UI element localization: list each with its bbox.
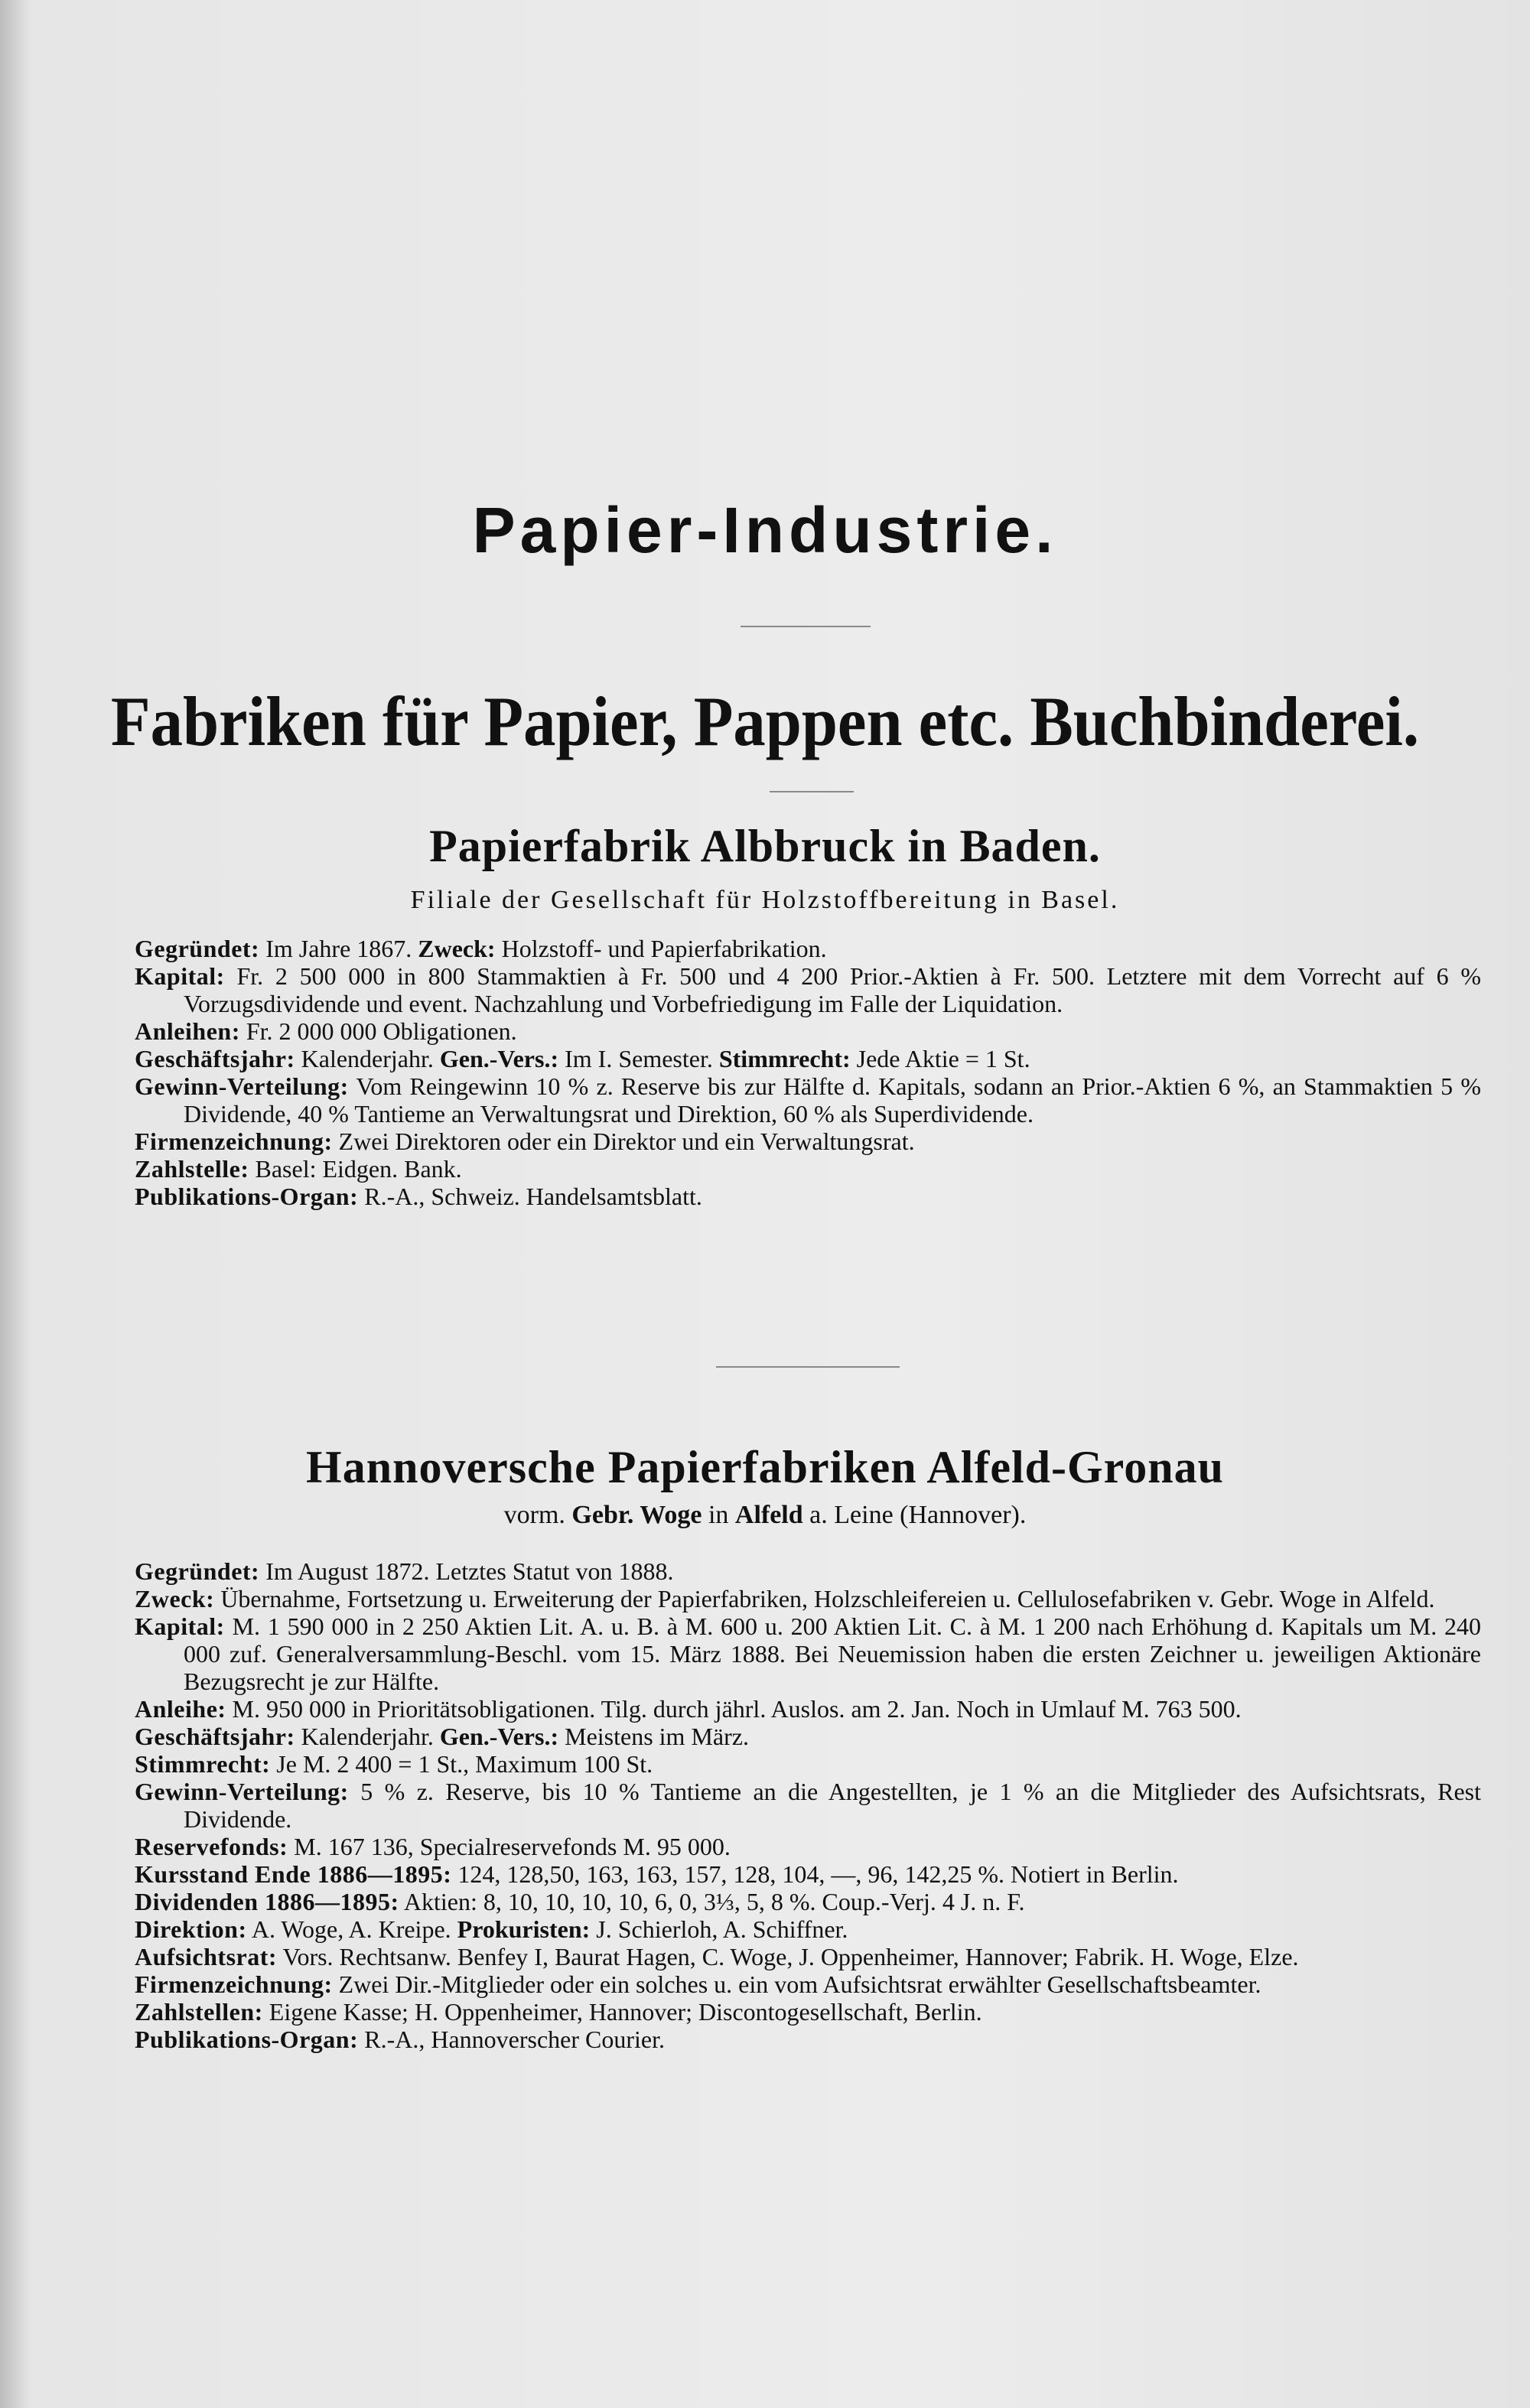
entry-text: Zwei Dir.-Mitglieder oder ein solches u. ein vom Aufsichtsrat erwählter Gesellschaftsbeamter. xyxy=(332,1970,1261,1998)
company-title: Hannoversche Papierfabriken Alfeld-Gronau xyxy=(306,1442,1224,1492)
entry-label: Firmenzeichnung: xyxy=(135,1970,333,1998)
company-entries xyxy=(135,935,1481,1210)
entry-kursstand xyxy=(135,1860,1481,1888)
entry-reservefonds xyxy=(135,1833,1481,1860)
entry-label: Stimmrecht: xyxy=(718,1045,851,1072)
entry-stimmrecht xyxy=(135,1750,1481,1778)
entry-firmenzeichnung xyxy=(135,1970,1481,1998)
entry-label: Zweck: xyxy=(135,1585,215,1612)
entry-text: 5 % z. Reserve, bis 10 % Tantieme an die Angestellten, je 1 % an die Mitglieder des Aufsichtsrats, Rest Dividende. xyxy=(184,1778,1481,1833)
entry-label: Anleihe: xyxy=(135,1695,226,1723)
entry-label: Reservefonds: xyxy=(135,1833,288,1860)
entry-label: Gen.-Vers.: xyxy=(439,1723,559,1750)
entry-label: Kapital: xyxy=(135,1612,225,1640)
entry-zahlstelle xyxy=(135,1155,1481,1183)
subtitle-place: Alfeld xyxy=(734,1501,803,1529)
entry-kapital xyxy=(135,962,1481,1017)
entry-label: Gen.-Vers.: xyxy=(439,1045,559,1072)
entry-gegruendet xyxy=(135,1557,1481,1585)
company-entries xyxy=(135,1557,1481,2053)
company-title: Papierfabrik Albbruck in Baden. xyxy=(429,821,1101,871)
entry-dividenden xyxy=(135,1888,1481,1915)
entry-text: Kalenderjahr. xyxy=(295,1723,440,1750)
subtitle-firm: Gebr. Woge xyxy=(571,1501,702,1529)
entry-text: Je M. 2 400 = 1 St., Maximum 100 St. xyxy=(270,1750,653,1778)
entry-text: Basel: Eidgen. Bank. xyxy=(249,1155,462,1183)
entry-text: Kalenderjahr. xyxy=(295,1045,440,1072)
entry-label: Anleihen: xyxy=(135,1017,240,1045)
entry-text: Meistens im März. xyxy=(558,1723,749,1750)
entry-zahlstellen xyxy=(135,1998,1481,2026)
entry-label: Stimmrecht: xyxy=(135,1750,271,1778)
entry-label: Direktion: xyxy=(135,1915,247,1943)
entry-label: Gewinn-Verteilung: xyxy=(135,1072,349,1100)
entry-publikations-organ xyxy=(135,2026,1481,2053)
entry-aufsichtsrat xyxy=(135,1943,1481,1970)
entry-label: Kapital: xyxy=(135,962,225,990)
entry-label: Gegründet: xyxy=(135,935,260,962)
entry-label: Dividenden 1886—1895: xyxy=(135,1888,399,1915)
divider xyxy=(770,791,854,792)
entry-text: R.-A., Schweiz. Handelsamtsblatt. xyxy=(358,1183,702,1210)
entry-text: Aktien: 8, 10, 10, 10, 10, 6, 0, 3⅓, 5, 8 %. Coup.-Verj. 4 J. n. F. xyxy=(399,1888,1025,1915)
entry-text: M. 167 136, Specialreservefonds M. 95 000. xyxy=(288,1833,731,1860)
entry-kapital xyxy=(135,1612,1481,1695)
entry-anleihe xyxy=(135,1695,1481,1723)
entry-text: Zwei Direktoren oder ein Direktor und ein Verwaltungsrat. xyxy=(332,1128,915,1155)
entry-label: Gewinn-Verteilung: xyxy=(135,1778,349,1805)
entry-publikations-organ xyxy=(135,1183,1481,1210)
entry-label: Geschäftsjahr: xyxy=(135,1723,295,1750)
entry-text: Vors. Rechtsanw. Benfey I, Baurat Hagen, C. Woge, J. Oppenheimer, Hannover; Fabrik. H. Woge, Elze. xyxy=(277,1943,1299,1970)
subtitle-text: a. Leine (Hannover). xyxy=(802,1501,1027,1529)
entry-label: Firmenzeichnung: xyxy=(135,1128,333,1155)
entry-anleihen xyxy=(135,1017,1481,1045)
entry-geschaeftsjahr xyxy=(135,1723,1481,1750)
entry-label: Zahlstellen: xyxy=(135,1998,263,2026)
company-subtitle xyxy=(0,1501,1530,1530)
entry-gewinn-verteilung xyxy=(135,1778,1481,1833)
entry-text: A. Woge, A. Kreipe. xyxy=(246,1915,457,1943)
entry-label: Publikations-Organ: xyxy=(135,1183,359,1210)
entry-text: M. 1 590 000 in 2 250 Aktien Lit. A. u. B. à M. 600 u. 200 Aktien Lit. C. à M. 1 200 nach Erhöhung d. Kapitals um M. 240 000 zuf. Generalversammlung-Beschl. vom 15. März 1888. Bei Neuemission haben die ersten Zeichner u. jeweiligen Aktionäre Bezugsrecht je zur Hälfte. xyxy=(184,1612,1481,1695)
entry-label: Gegründet: xyxy=(135,1557,260,1585)
entry-text: Fr. 2 000 000 Obligationen. xyxy=(239,1017,517,1045)
entry-label: Publikations-Organ: xyxy=(135,2026,359,2053)
entry-label: Kursstand Ende 1886—1895: xyxy=(135,1860,452,1888)
entry-firmenzeichnung xyxy=(135,1128,1481,1155)
entry-text: Im Jahre 1867. xyxy=(259,935,418,962)
company-subtitle: Filiale der Gesellschaft für Holzstoffbereitung in Basel. xyxy=(410,886,1120,914)
entry-zweck xyxy=(135,1585,1481,1612)
entry-label: Zweck: xyxy=(418,935,496,962)
entry-text: J. Schierloh, A. Schiffner. xyxy=(590,1915,848,1943)
entry-text: 124, 128,50, 163, 163, 157, 128, 104, —, 96, 142,25 %. Notiert in Berlin. xyxy=(451,1860,1179,1888)
entry-text: Eigene Kasse; H. Oppenheimer, Hannover; Discontogesellschaft, Berlin. xyxy=(262,1998,982,2026)
entry-label: Geschäftsjahr: xyxy=(135,1045,295,1072)
entry-text: Vom Reingewinn 10 % z. Reserve bis zur Hälfte d. Kapitals, sodann an Prior.-Aktien 6 %, an Stammaktien 5 % Dividende, 40 % Tantieme an Verwaltungsrat und Direktion, 60 % als Superdividende. xyxy=(184,1072,1481,1128)
entry-text: Übernahme, Fortsetzung u. Erweiterung der Papierfabriken, Holzschleifereien u. Cellulosefabriken v. Gebr. Woge in Alfeld. xyxy=(214,1585,1435,1612)
entry-text: Holzstoff- und Papierfabrikation. xyxy=(495,935,827,962)
divider xyxy=(716,1366,900,1368)
entry-text: Im August 1872. Letztes Statut von 1888. xyxy=(259,1557,674,1585)
entry-label: Zahlstelle: xyxy=(135,1155,249,1183)
subtitle-text: in xyxy=(702,1501,735,1529)
entry-text: Fr. 2 500 000 in 800 Stammaktien à Fr. 500 und 4 200 Prior.-Aktien à Fr. 500. Letztere mit dem Vorrecht auf 6 % Vorzugsdividende und event. Nachzahlung und Vorbefriedigung im Falle der Liquidation. xyxy=(184,962,1481,1017)
entry-text: M. 950 000 in Prioritätsobligationen. Tilg. durch jährl. Auslos. am 2. Jan. Noch in Umlauf M. 763 500. xyxy=(226,1695,1242,1723)
entry-geschaeftsjahr xyxy=(135,1045,1481,1072)
entry-label: Aufsichtsrat: xyxy=(135,1943,278,1970)
entry-label: Prokuristen: xyxy=(457,1915,591,1943)
entry-text: Jede Aktie = 1 St. xyxy=(850,1045,1030,1072)
subtitle-text: vorm. xyxy=(503,1501,572,1529)
entry-gewinn-verteilung xyxy=(135,1072,1481,1128)
section-title: Papier-Industrie. xyxy=(472,494,1058,566)
divider xyxy=(741,626,871,627)
entry-text: Im I. Semester. xyxy=(558,1045,719,1072)
entry-direktion xyxy=(135,1915,1481,1943)
entry-text: R.-A., Hannoverscher Courier. xyxy=(358,2026,665,2053)
entry-gegruendet xyxy=(135,935,1481,962)
subsection-title: Fabriken für Papier, Pappen etc. Buchbinderei. xyxy=(110,682,1420,760)
